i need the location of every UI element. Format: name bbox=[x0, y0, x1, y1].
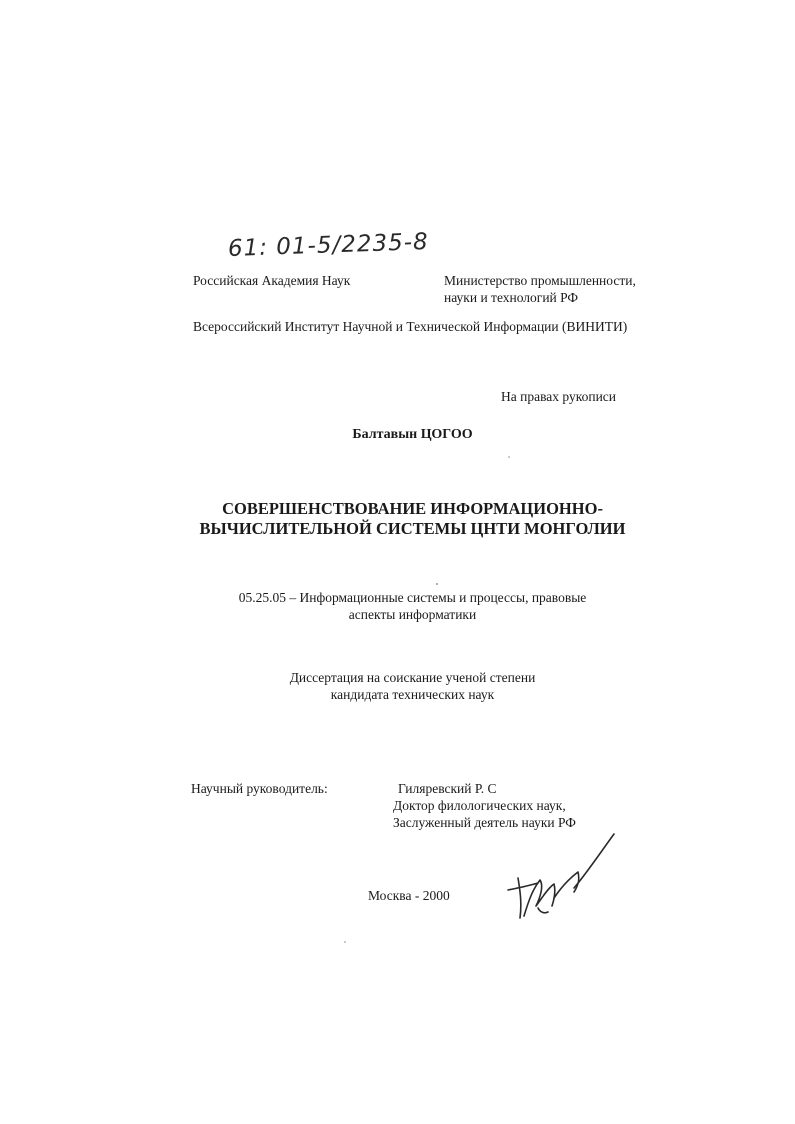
supervisor-label: Научный руководитель: bbox=[191, 781, 328, 796]
specialty-line1: 05.25.05 – Информационные системы и процессы, правовые bbox=[238, 590, 587, 605]
author-name: Балтавын ЦОГОО bbox=[352, 427, 473, 442]
specialty-line2: аспекты информатики bbox=[348, 607, 477, 622]
archive-code-handwritten: 61: 01-5/2235-8 bbox=[227, 229, 430, 262]
manuscript-note: На правах рукописи bbox=[501, 389, 617, 404]
institute-name: Всероссийский Институт Научной и Технической Информации (ВИНИТИ) bbox=[193, 319, 628, 334]
city-year: Москва - 2000 bbox=[368, 888, 450, 903]
supervisor-degree: Доктор филологических наук, bbox=[393, 798, 566, 813]
left-organization: Российская Академия Наук bbox=[193, 273, 351, 288]
supervisor-name: Гиляревский Р. С bbox=[398, 781, 497, 796]
thesis-title-line1: СОВЕРШЕНСТВОВАНИЕ ИНФОРМАЦИОННО- bbox=[222, 499, 603, 518]
thesis-title-line2: ВЫЧИСЛИТЕЛЬНОЙ СИСТЕМЫ ЦНТИ МОНГОЛИИ bbox=[199, 519, 626, 538]
degree-line2: кандидата технических наук bbox=[330, 687, 495, 702]
signature-handwritten bbox=[500, 828, 620, 928]
right-organization-line1: Министерство промышленности, bbox=[444, 273, 636, 288]
scan-speck bbox=[508, 456, 510, 458]
scan-speck bbox=[436, 583, 438, 585]
right-organization-line2: науки и технологий РФ bbox=[444, 290, 579, 305]
scan-speck bbox=[344, 941, 346, 943]
degree-line1: Диссертация на соискание ученой степени bbox=[289, 670, 536, 685]
supervisor-honor: Заслуженный деятель науки РФ bbox=[393, 815, 576, 830]
